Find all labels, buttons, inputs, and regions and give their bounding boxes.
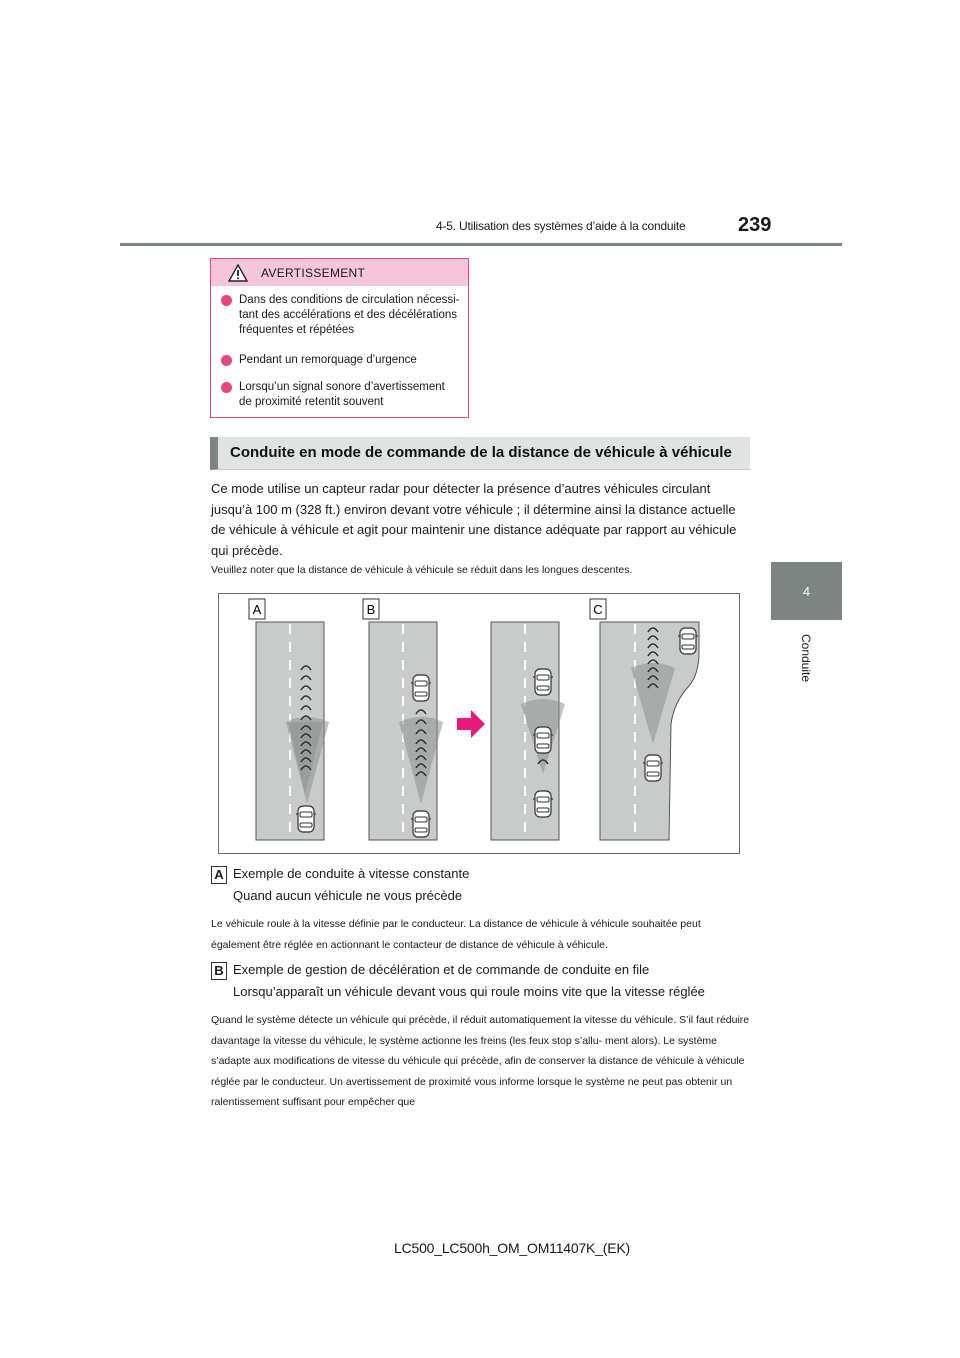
- chapter-label: Conduite: [799, 633, 813, 683]
- bullet-icon: [221, 295, 232, 306]
- example-b-body: Quand le système détecte un véhicule qui précède, il réduit automatiquement la vitesse du véhicule. S’il faut réduire davantage la vitesse du véhicule, le système actionne les freins (les feux stop s’allu- ment alors). Le système s’adapte aux modifications de vitesse du véhicule qui précède, afin de conserver la distance de véhicule à véhicule réglée par le conducteur. Un avertissement de proximité vous informe lorsque le système ne peut pas obtenir un ralentissement suffisant pour empêcher que: [211, 1014, 750, 1108]
- illustration-figure: [218, 593, 740, 854]
- example-a-body: Le véhicule roule à la vitesse définie par le conducteur. La distance de véhicule à véhicule souhaitée peut également être réglée en actionnant le contacteur de distance de véhicule à véhicule.: [211, 918, 701, 951]
- warning-item-text: Lorsqu’un signal sonore d’avertissement de proximité retentit souvent: [239, 381, 445, 408]
- warning-triangle-icon: [228, 264, 248, 282]
- figure-label-a: A: [252, 602, 262, 617]
- example-b-title: Exemple de gestion de décélération et de commande de conduite en file: [233, 962, 650, 977]
- intro-paragraph: Ce mode utilise un capteur radar pour détecter la présence d’autres véhicules circulant jusqu’à 100 m (328 ft.) environ devant votre véhicule ; il détermine ainsi la distance actuelle de véhicule à véhicule et agit pour maintenir une distance adéquate par rapport au véhicule qui précède.: [211, 481, 737, 558]
- road-a: [256, 622, 329, 840]
- warning-header: [211, 259, 468, 286]
- warning-title: AVERTISSEMENT: [261, 266, 366, 280]
- figure-labels: [249, 599, 606, 619]
- section-title: Conduite en mode de commande de la distance de véhicule à véhicule: [230, 444, 732, 461]
- chapter-tab: [771, 562, 842, 620]
- road-illustration: [219, 594, 741, 855]
- warning-item-text: Dans des conditions de circulation nécessi- tant des accélérations et des décélérations fréquentes et répétées: [239, 294, 460, 336]
- header-section-title: 4-5. Utilisation des systèmes d’aide à la conduite: [436, 219, 686, 233]
- road-b: [369, 622, 443, 840]
- example-a-title: Exemple de conduite à vitesse constante: [233, 866, 470, 881]
- badge-b: B: [211, 962, 227, 980]
- page-number: 239: [738, 214, 772, 236]
- figure-label-b: B: [366, 602, 376, 617]
- transition-arrow-icon: [457, 710, 485, 738]
- note-text: Veuillez noter que la distance de véhicule à véhicule se réduit dans les longues descentes.: [211, 564, 633, 576]
- bullet-icon: [221, 382, 232, 393]
- section-heading: [210, 437, 750, 470]
- example-a-subtitle: Quand aucun véhicule ne vous précède: [233, 888, 463, 903]
- warning-item-text: Pendant un remorquage d’urgence: [239, 354, 417, 366]
- badge-a: A: [211, 866, 227, 884]
- figure-label-c: C: [593, 602, 603, 617]
- header-rule: [120, 243, 842, 246]
- example-b-subtitle: Lorsqu’apparaît un véhicule devant vous qui roule moins vite que la vitesse réglée: [233, 984, 705, 999]
- document-code: LC500_LC500h_OM_OM11407K_(EK): [394, 1240, 630, 1256]
- warning-box: [210, 258, 469, 418]
- chapter-number: 4: [802, 584, 811, 599]
- road-b2: [491, 622, 565, 840]
- road-c: [600, 622, 699, 840]
- bullet-icon: [221, 355, 232, 366]
